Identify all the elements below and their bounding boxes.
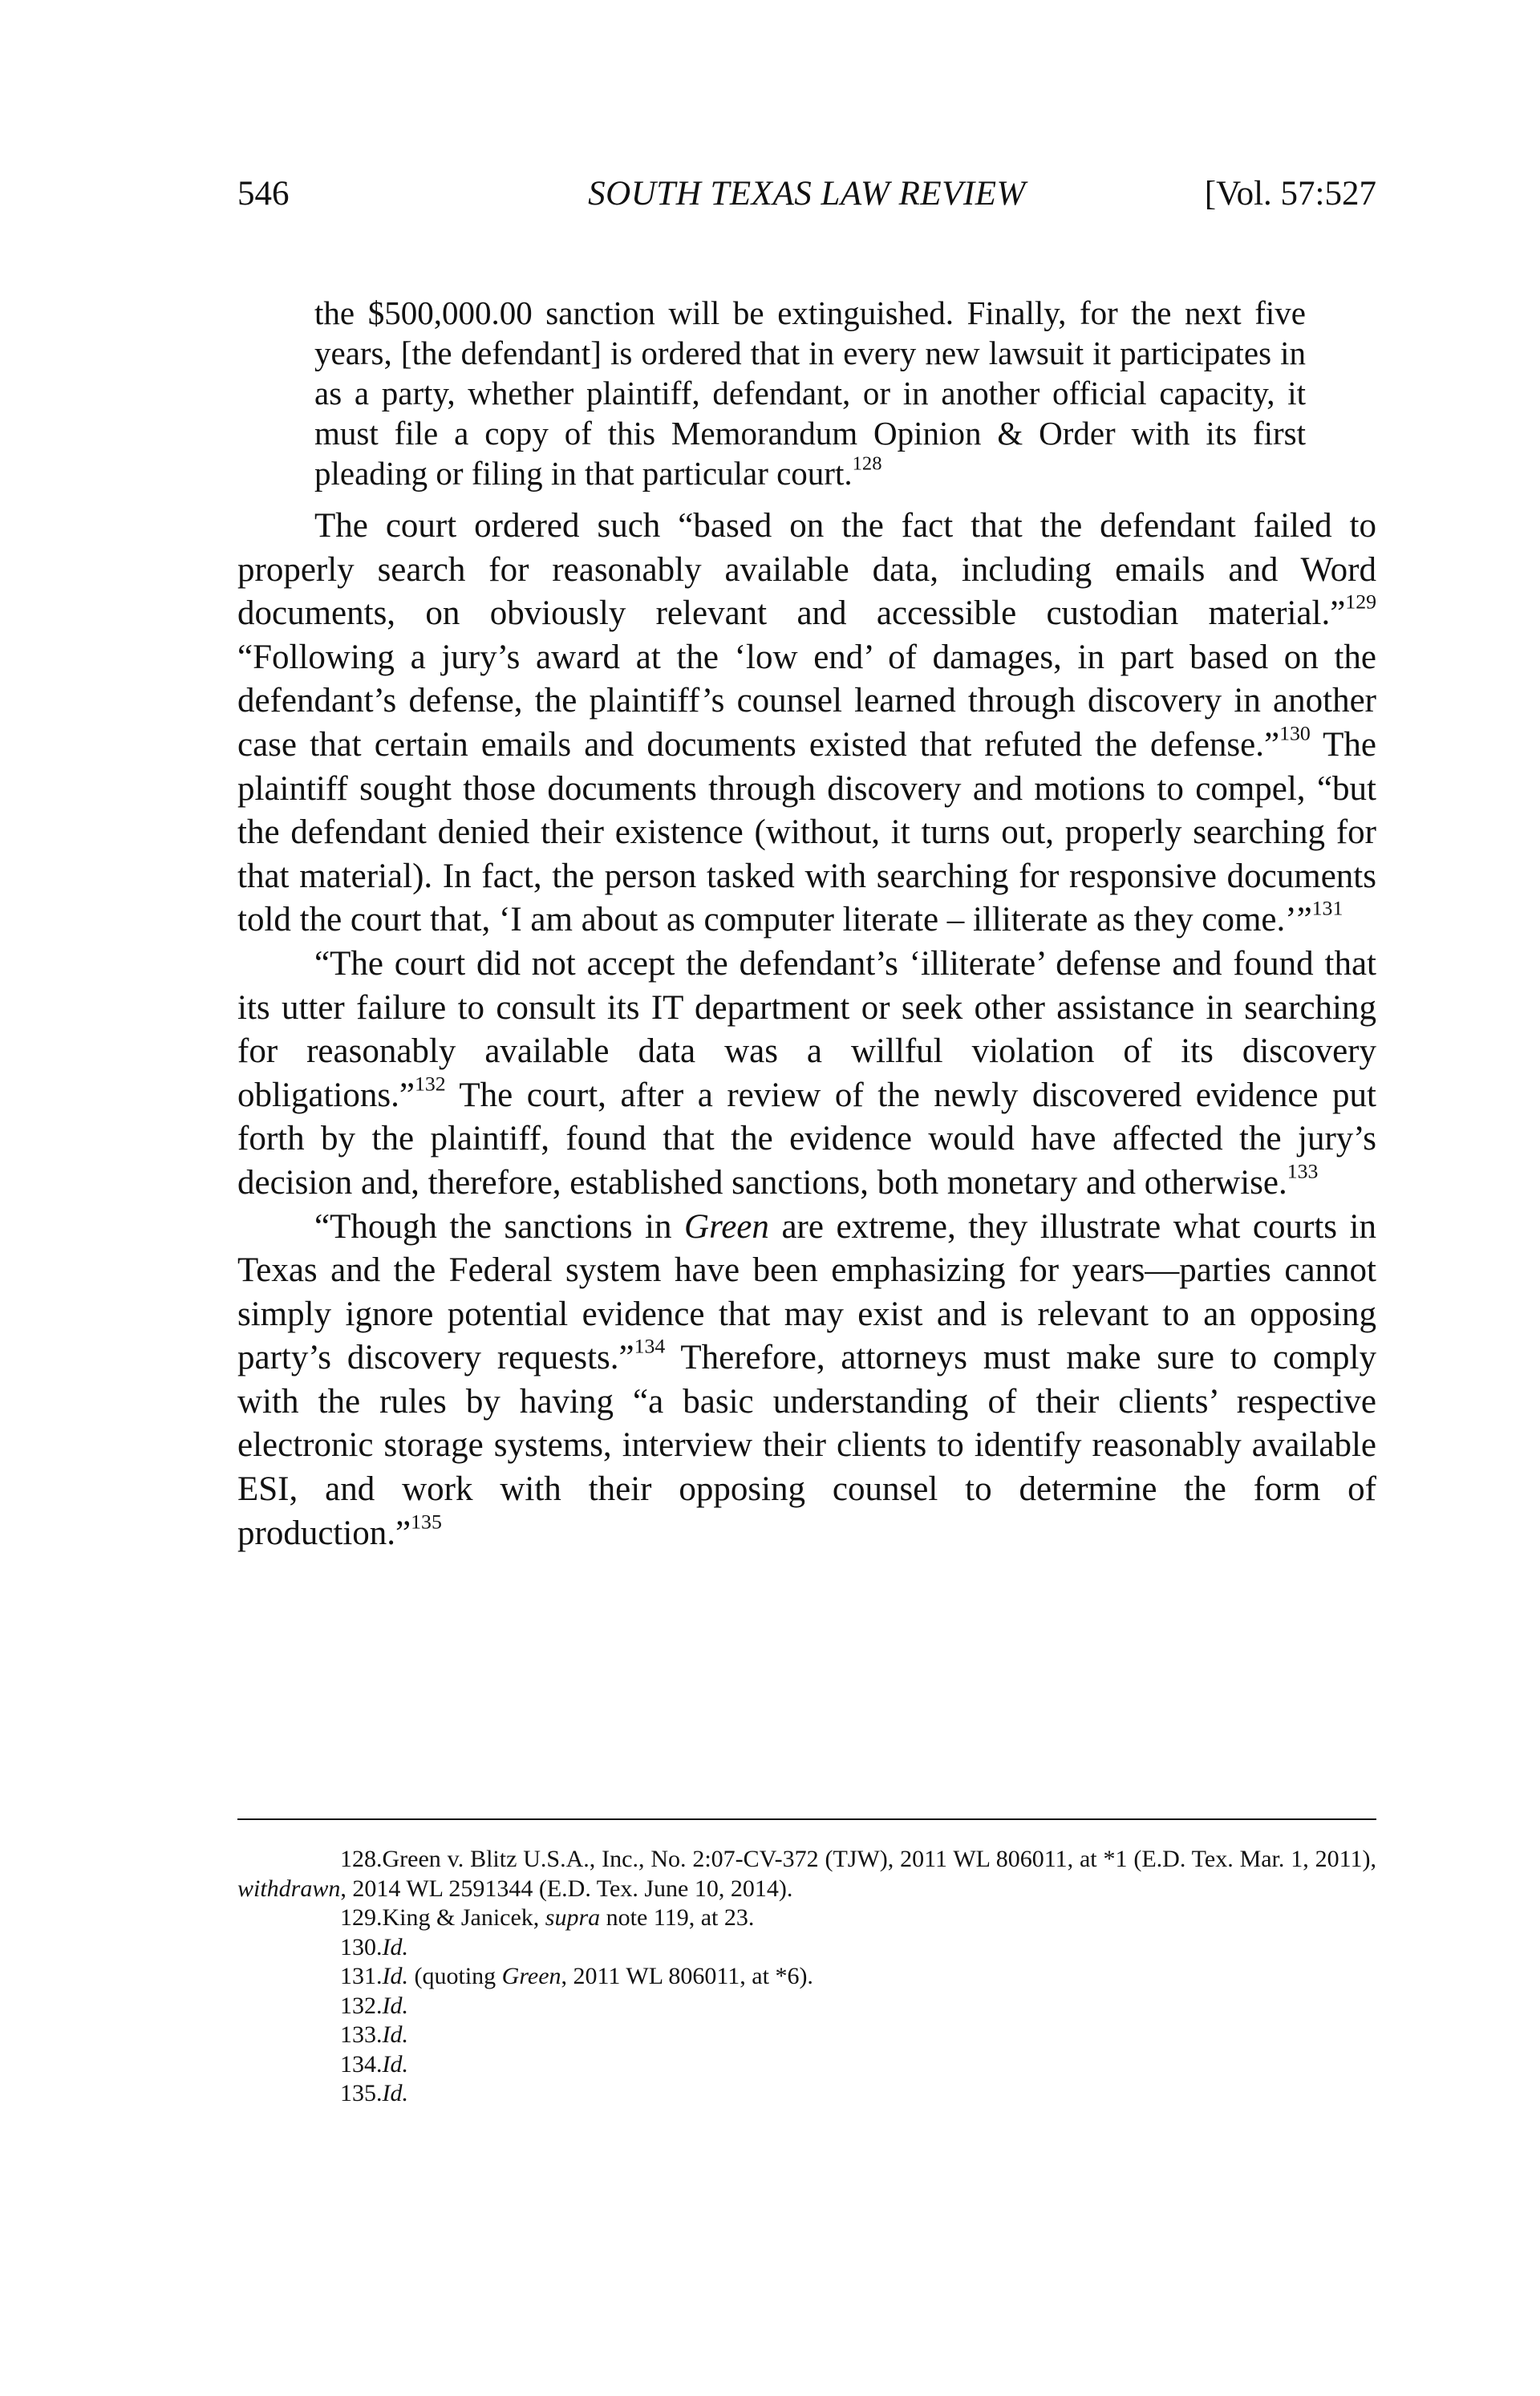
footnote-number: 132. (340, 1992, 383, 2019)
sentence: “The court did not accept the defendant’s ‘illiterate’ defense and found that its utter failure to consult its IT department or seek other assistance in searching for reasonably available data was a willful violation of its discovery obligations.” (237, 944, 1376, 1114)
footnote-130 (237, 1933, 1376, 1963)
footnote-ref: 130 (1279, 721, 1311, 745)
footnote-signal: Id. (382, 2080, 408, 2106)
footnote-number: 128. (340, 1846, 383, 1872)
page-number: 546 (237, 175, 290, 213)
footnote-number: 133. (340, 2021, 383, 2048)
footnote-signal: Id. (382, 1933, 408, 1960)
footnote-ref: 131 (1311, 897, 1343, 920)
footnote-ref: 132 (414, 1072, 446, 1096)
footnote-ref: 133 (1287, 1159, 1319, 1183)
footnote-text: , 2014 WL 2591344 (E.D. Tex. June 10, 2014). (340, 1875, 793, 1902)
footnote-text: (quoting (408, 1963, 502, 1989)
case-name: Green (684, 1207, 769, 1246)
footnote-number: 130. (340, 1933, 383, 1960)
block-quote-text: the $500,000.00 sanction will be extinguished. Finally, for the next five years, [the defendant] is ordered that in every new lawsuit it participates in as a party, whether plaintiff, defendant, or in another official capacity, it must file a copy of this Memorandum Opinion & Order with its first pleading or filing in that particular court. (314, 294, 1306, 492)
footnote-signal: supra (545, 1904, 601, 1931)
sentence: “Though the sanctions in (314, 1207, 685, 1246)
footnote-134 (237, 2050, 1376, 2080)
footnote-signal: Id. (382, 1963, 408, 1989)
footnote-number: 135. (340, 2080, 383, 2106)
footnote-number: 129. (340, 1904, 383, 1931)
footnote-signal: Id. (382, 2021, 408, 2048)
footnote-text: , 2011 WL 806011, at *6). (561, 1963, 813, 1989)
sentence: Therefore, attorneys must make sure to comply with the rules by having “a basic understanding of their clients’ respective electronic storage systems, interview their clients to identify reasonably available ESI, and work with their opposing counsel to determine the form of production.” (237, 1339, 1376, 1552)
main-text (237, 293, 1376, 1555)
sentence: are extreme, they illustrate what courts in Texas and the Federal system have been emphasizing for years—parties cannot simply ignore potential evidence that may exist and is relevant to an opposing party’s discovery requests.” (237, 1207, 1376, 1377)
sentence: The plaintiff sought those documents through discovery and motions to compel, “but the defendant denied their existence (without, it turns out, properly searching for that material). In fact, the person tasked with searching for responsive documents told the court that, ‘I am about as computer literate – illiterate as they come.’” (237, 725, 1377, 939)
footnote-text: Green v. Blitz U.S.A., Inc., No. 2:07-CV-372 (TJW), 2011 WL 806011, at *1 (E.D. Tex. Mar. 1, 2011), (382, 1846, 1376, 1872)
footnote-text: King & Janicek, (382, 1904, 545, 1931)
paragraph (237, 943, 1376, 1206)
footnote-ref: 135 (411, 1510, 442, 1534)
footnote-ref: 129 (1345, 590, 1376, 614)
journal-title: SOUTH TEXAS LAW REVIEW (588, 175, 1026, 213)
running-head (237, 170, 1376, 218)
sentence: The court, after a review of the newly discovered evidence put forth by the plaintiff, found that the evidence would have affected the jury’s decision and, therefore, established sanctions, both monetary and otherwise. (237, 1076, 1376, 1202)
footnotes (237, 1845, 1376, 2109)
paragraph (237, 505, 1376, 943)
sentence: “Following a jury’s award at the ‘low end’ of damages, in part based on the defendant’s defense, the plaintiff’s counsel learned through discovery in another case that certain emails and documents existed that refuted the defense.” (237, 638, 1376, 764)
footnote-131 (237, 1962, 1376, 1992)
block-quote (314, 293, 1306, 493)
case-name: Green (501, 1963, 561, 1989)
sentence: The court ordered such “based on the fact that the defendant failed to properly search for reasonably available data, including emails and Word documents, on obviously relevant and accessible custodian material.” (237, 507, 1376, 633)
footnote-128 (237, 1845, 1376, 1903)
footnote-135 (237, 2079, 1376, 2109)
volume-citation: [Vol. 57:527 (1204, 175, 1376, 213)
footnote-number: 134. (340, 2050, 383, 2078)
footnote-129 (237, 1903, 1376, 1933)
footnote-number: 131. (340, 1963, 383, 1989)
footnote-text: note 119, at 23. (600, 1904, 755, 1931)
footnote-ref: 134 (634, 1334, 666, 1358)
footnote-ref: 128 (852, 452, 882, 475)
footnote-divider (237, 1818, 1376, 1820)
footnote-132 (237, 1992, 1376, 2021)
paragraph (237, 1206, 1376, 1556)
footnote-signal: Id. (382, 2050, 408, 2078)
footnote-signal: withdrawn (237, 1875, 341, 1902)
footnote-signal: Id. (382, 1992, 408, 2019)
footnote-133 (237, 2021, 1376, 2050)
